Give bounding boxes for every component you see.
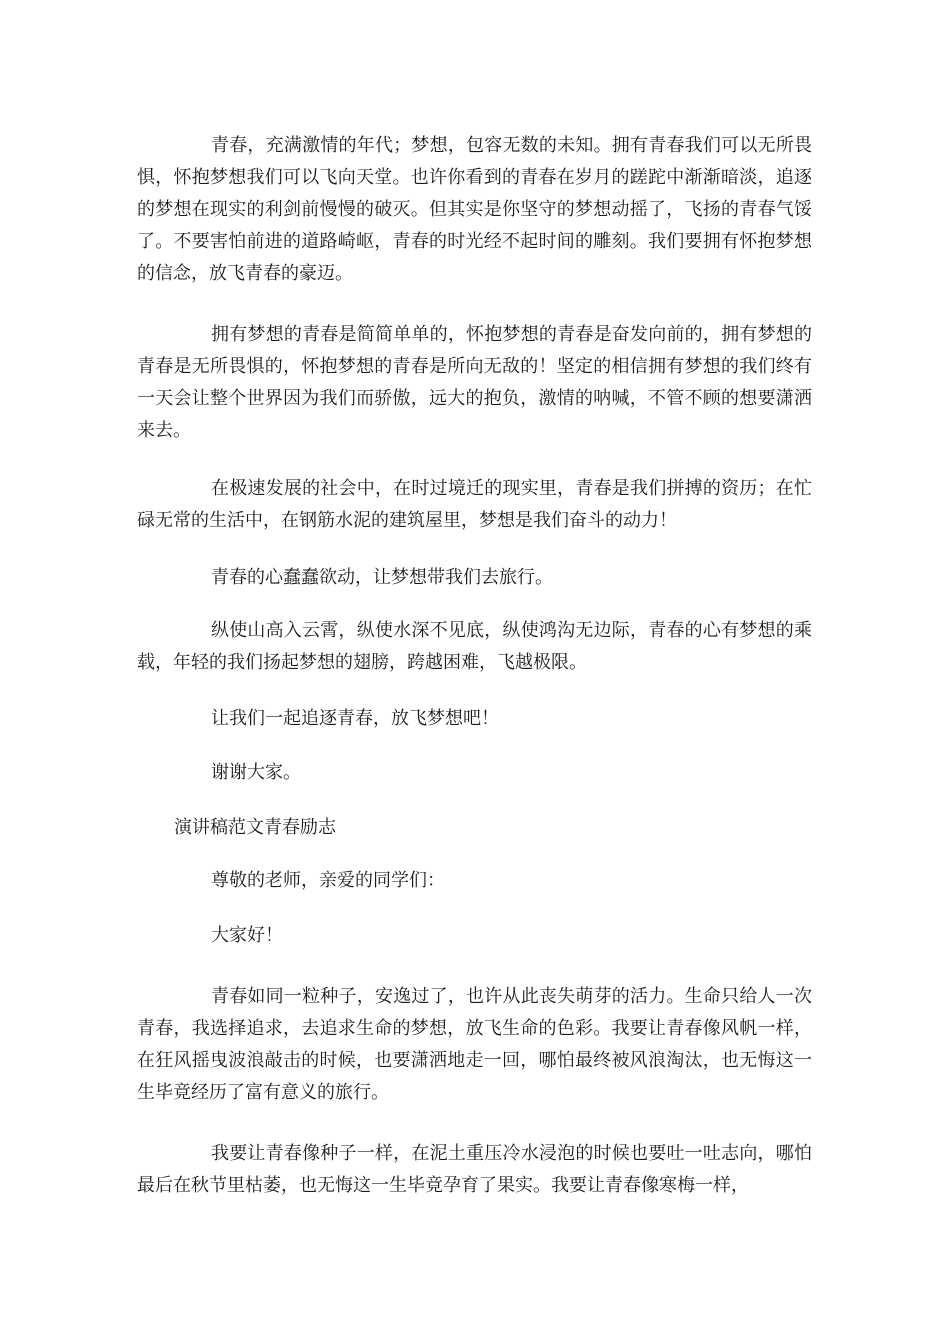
paragraph-text: 拥有梦想的青春是简简单单的，怀抱梦想的青春是奋发向前的，拥有梦想的青春是无所畏惧的，怀抱梦想的青春是所向无敌的！坚定的相信拥有梦想的我们终有一天会让整个世界因为我们而骄傲，远大的抱负，激情的呐喊，不管不顾的想要潇洒来去。 — [137, 324, 812, 441]
paragraph-9 — [137, 920, 812, 952]
paragraph-text: 尊敬的老师，亲爱的同学们： — [211, 870, 445, 891]
paragraph-11 — [137, 1138, 812, 1202]
section-heading: 演讲稿范文青春励志 — [174, 817, 336, 838]
paragraph-1 — [137, 130, 812, 290]
paragraph-text: 纵使山高入云霄，纵使水深不见底，纵使鸿沟无边际，青春的心有梦想的乘载，年轻的我们扬起梦想的翅膀，跨越困难，飞越极限。 — [137, 620, 812, 673]
paragraph-7 — [137, 757, 812, 789]
paragraph-text: 谢谢大家。 — [211, 762, 301, 783]
paragraph-6 — [137, 703, 812, 735]
paragraph-text: 让我们一起追逐青春，放飞梦想吧！ — [211, 708, 499, 729]
paragraph-4 — [137, 562, 812, 594]
paragraph-text: 在极速发展的社会中，在时过境迁的现实里，青春是我们拼搏的资历；在忙碌无常的生活中，在钢筋水泥的建筑屋里，梦想是我们奋斗的动力！ — [137, 478, 812, 531]
paragraph-text: 我要让青春像种子一样，在泥土重压冷水浸泡的时候也要吐一吐志向，哪怕最后在秋节里枯萎，也无悔这一生毕竟孕育了果实。我要让青春像寒梅一样， — [137, 1143, 812, 1196]
paragraph-3 — [137, 473, 812, 537]
paragraph-10 — [137, 981, 812, 1109]
paragraph-text: 青春，充满激情的年代；梦想，包容无数的未知。拥有青春我们可以无所畏惧，怀抱梦想我们可以飞向天堂。也许你看到的青春在岁月的蹉跎中渐渐暗淡，追逐的梦想在现实的利剑前慢慢的破灭。但其实是你坚守的梦想动摇了，飞扬的青春气馁了。不要害怕前进的道路崎岖，青春的时光经不起时间的雕刻。我们要拥有怀抱梦想的信念，放飞青春的豪迈。 — [137, 135, 812, 284]
paragraph-5 — [137, 615, 812, 679]
paragraph-text: 青春的心蠢蠢欲动，让梦想带我们去旅行。 — [211, 567, 553, 588]
paragraph-2 — [137, 319, 812, 447]
paragraph-text: 大家好！ — [211, 925, 283, 946]
paragraph-text: 青春如同一粒种子，安逸过了，也许从此丧失萌芽的活力。生命只给人一次青春，我选择追求，去追求生命的梦想，放飞生命的色彩。我要让青春像风帆一样，在狂风摇曳波浪敲击的时候，也要潇洒地走一回，哪怕最终被风浪淘汰，也无悔这一生毕竟经历了富有意义的旅行。 — [137, 986, 812, 1103]
paragraph-8 — [137, 865, 812, 897]
